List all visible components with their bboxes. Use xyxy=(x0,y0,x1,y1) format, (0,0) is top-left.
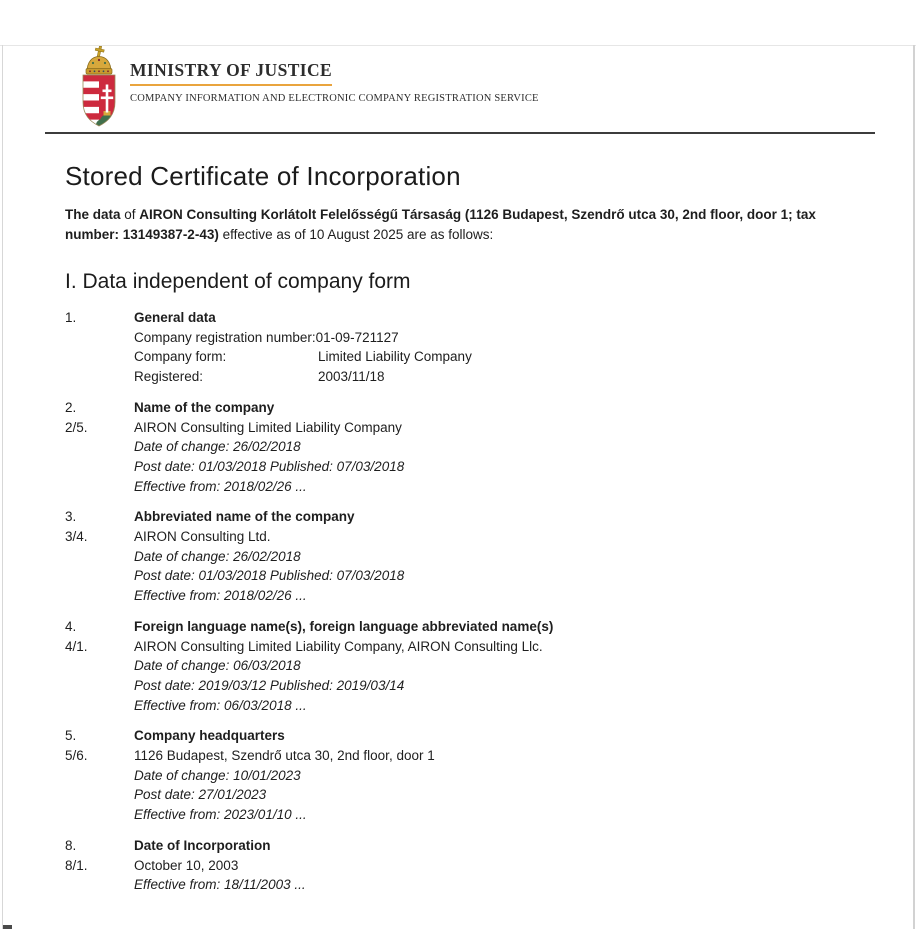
item-detail: Effective from: 18/11/2003 ... xyxy=(134,877,306,893)
item-detail-row xyxy=(65,547,876,567)
field xyxy=(134,367,385,387)
item-detail-row xyxy=(65,586,876,606)
item-value-row xyxy=(65,418,876,438)
bottom-left-mark xyxy=(3,925,12,929)
field-row xyxy=(65,328,876,348)
item-number: 3. xyxy=(65,509,77,525)
item-number-spacer xyxy=(65,328,134,348)
item-detail: Date of change: 10/01/2023 xyxy=(134,767,301,783)
item-detail: Effective from: 06/03/2018 ... xyxy=(134,697,307,713)
intro-connector: of xyxy=(120,207,140,222)
page-left-border xyxy=(2,45,3,929)
field-label: Company form: xyxy=(134,349,227,365)
item-number-spacer xyxy=(65,477,134,497)
item-heading: Name of the company xyxy=(134,399,275,415)
item-date-of-incorporation xyxy=(65,836,876,895)
item-abbreviated-name xyxy=(65,507,876,606)
item-value-row xyxy=(65,856,876,876)
certificate-body xyxy=(65,161,876,895)
item-value: 1126 Budapest, Szendrő utca 30, 2nd floor, door 1 xyxy=(134,748,435,764)
items-list xyxy=(65,308,876,895)
item-heading-row xyxy=(65,308,876,328)
section-heading: I. Data independent of company form xyxy=(65,270,411,293)
item-foreign-language-names xyxy=(65,617,876,716)
item-number-spacer xyxy=(65,547,134,567)
item-number-spacer xyxy=(65,785,134,805)
item-value: AIRON Consulting Limited Liability Company, AIRON Consulting Llc. xyxy=(134,638,543,654)
item-value: October 10, 2003 xyxy=(134,857,239,873)
item-number-spacer xyxy=(65,367,134,387)
item-number-spacer xyxy=(65,656,134,676)
item-company-headquarters xyxy=(65,726,876,825)
item-number-spacer xyxy=(65,696,134,716)
item-heading: Company headquarters xyxy=(134,728,285,744)
field-value: 01-09-721127 xyxy=(315,329,399,345)
item-detail: Post date: 2019/03/12 Published: 2019/03/14 xyxy=(134,677,405,693)
item-heading-row xyxy=(65,836,876,856)
item-general-data xyxy=(65,308,876,387)
item-sub-number: 8/1. xyxy=(65,857,88,873)
item-detail-row xyxy=(65,766,876,786)
item-heading: Foreign language name(s), foreign language abbreviated name(s) xyxy=(134,618,554,634)
item-number: 5. xyxy=(65,728,77,744)
document-page xyxy=(0,45,916,929)
item-number: 1. xyxy=(65,310,77,325)
item-detail: Post date: 01/03/2018 Published: 07/03/2018 xyxy=(134,458,405,474)
item-detail-row xyxy=(65,566,876,586)
item-heading-row xyxy=(65,507,876,527)
item-detail-row xyxy=(65,457,876,477)
item-number-spacer xyxy=(65,586,134,606)
item-number-spacer xyxy=(65,676,134,696)
item-heading-row xyxy=(65,617,876,637)
item-value-row xyxy=(65,746,876,766)
item-sub-number: 2/5. xyxy=(65,419,88,435)
intro-company-subject: AIRON Consulting Korlátolt Felelősségű Társaság (1126 Budapest, Szendrő utca 30, 2nd floor, door 1; tax number: 13149387-2-43) xyxy=(65,207,816,242)
item-heading: Date of Incorporation xyxy=(134,837,271,853)
item-number-spacer xyxy=(65,766,134,786)
item-number: 8. xyxy=(65,837,77,853)
item-value-row xyxy=(65,527,876,547)
item-detail-row xyxy=(65,437,876,457)
intro-paragraph xyxy=(65,205,865,244)
item-detail: Date of change: 26/02/2018 xyxy=(134,439,301,455)
item-detail-row xyxy=(65,875,876,895)
item-detail-row xyxy=(65,785,876,805)
item-sub-number: 4/1. xyxy=(65,638,88,654)
item-detail-row xyxy=(65,805,876,825)
page-top-border xyxy=(0,45,916,46)
item-detail: Date of change: 06/03/2018 xyxy=(134,658,301,674)
ministry-title: MINISTRY OF JUSTICE xyxy=(130,60,332,86)
item-detail-row xyxy=(65,477,876,497)
item-number-spacer xyxy=(65,805,134,825)
item-value: AIRON Consulting Ltd. xyxy=(134,529,271,545)
item-detail: Effective from: 2023/01/10 ... xyxy=(134,807,307,823)
item-detail: Date of change: 26/02/2018 xyxy=(134,548,301,564)
item-company-name xyxy=(65,398,876,497)
item-detail: Post date: 27/01/2023 xyxy=(134,787,267,803)
header-divider xyxy=(45,132,875,134)
item-heading-row xyxy=(65,726,876,746)
item-value: AIRON Consulting Limited Liability Company xyxy=(134,419,402,435)
service-subtitle: COMPANY INFORMATION AND ELECTRONIC COMPANY REGISTRATION SERVICE xyxy=(130,93,539,104)
item-heading-row xyxy=(65,398,876,418)
item-heading: General data xyxy=(134,310,216,325)
field-row xyxy=(65,367,876,387)
item-detail-row xyxy=(65,696,876,716)
item-number: 2. xyxy=(65,399,77,415)
header-text xyxy=(130,45,539,128)
field-label: Company registration number: xyxy=(134,329,316,345)
field xyxy=(134,328,399,348)
item-sub-number: 5/6. xyxy=(65,748,88,764)
item-number-spacer xyxy=(65,457,134,477)
item-number-spacer xyxy=(65,437,134,457)
item-detail: Effective from: 2018/02/26 ... xyxy=(134,478,307,494)
item-heading: Abbreviated name of the company xyxy=(134,509,355,525)
hungarian-coat-of-arms-icon xyxy=(80,45,118,128)
field-value: Limited Liability Company xyxy=(318,349,472,365)
page-right-border xyxy=(913,45,915,929)
intro-lead: The data xyxy=(65,207,121,222)
field xyxy=(134,347,472,367)
item-sub-number: 3/4. xyxy=(65,529,88,545)
item-number-spacer xyxy=(65,347,134,367)
header xyxy=(80,45,916,128)
field-value: 2003/11/18 xyxy=(318,369,385,385)
item-number-spacer xyxy=(65,875,134,895)
field-row xyxy=(65,347,876,367)
item-number: 4. xyxy=(65,618,77,634)
item-detail-row xyxy=(65,676,876,696)
page-title: Stored Certificate of Incorporation xyxy=(65,161,461,191)
intro-tail: effective as of 10 August 2025 are as follows: xyxy=(218,226,494,242)
field-label: Registered: xyxy=(134,369,204,385)
item-detail: Post date: 01/03/2018 Published: 07/03/2018 xyxy=(134,568,405,584)
item-value-row xyxy=(65,637,876,657)
item-detail-row xyxy=(65,656,876,676)
item-detail: Effective from: 2018/02/26 ... xyxy=(134,588,307,604)
item-number-spacer xyxy=(65,566,134,586)
